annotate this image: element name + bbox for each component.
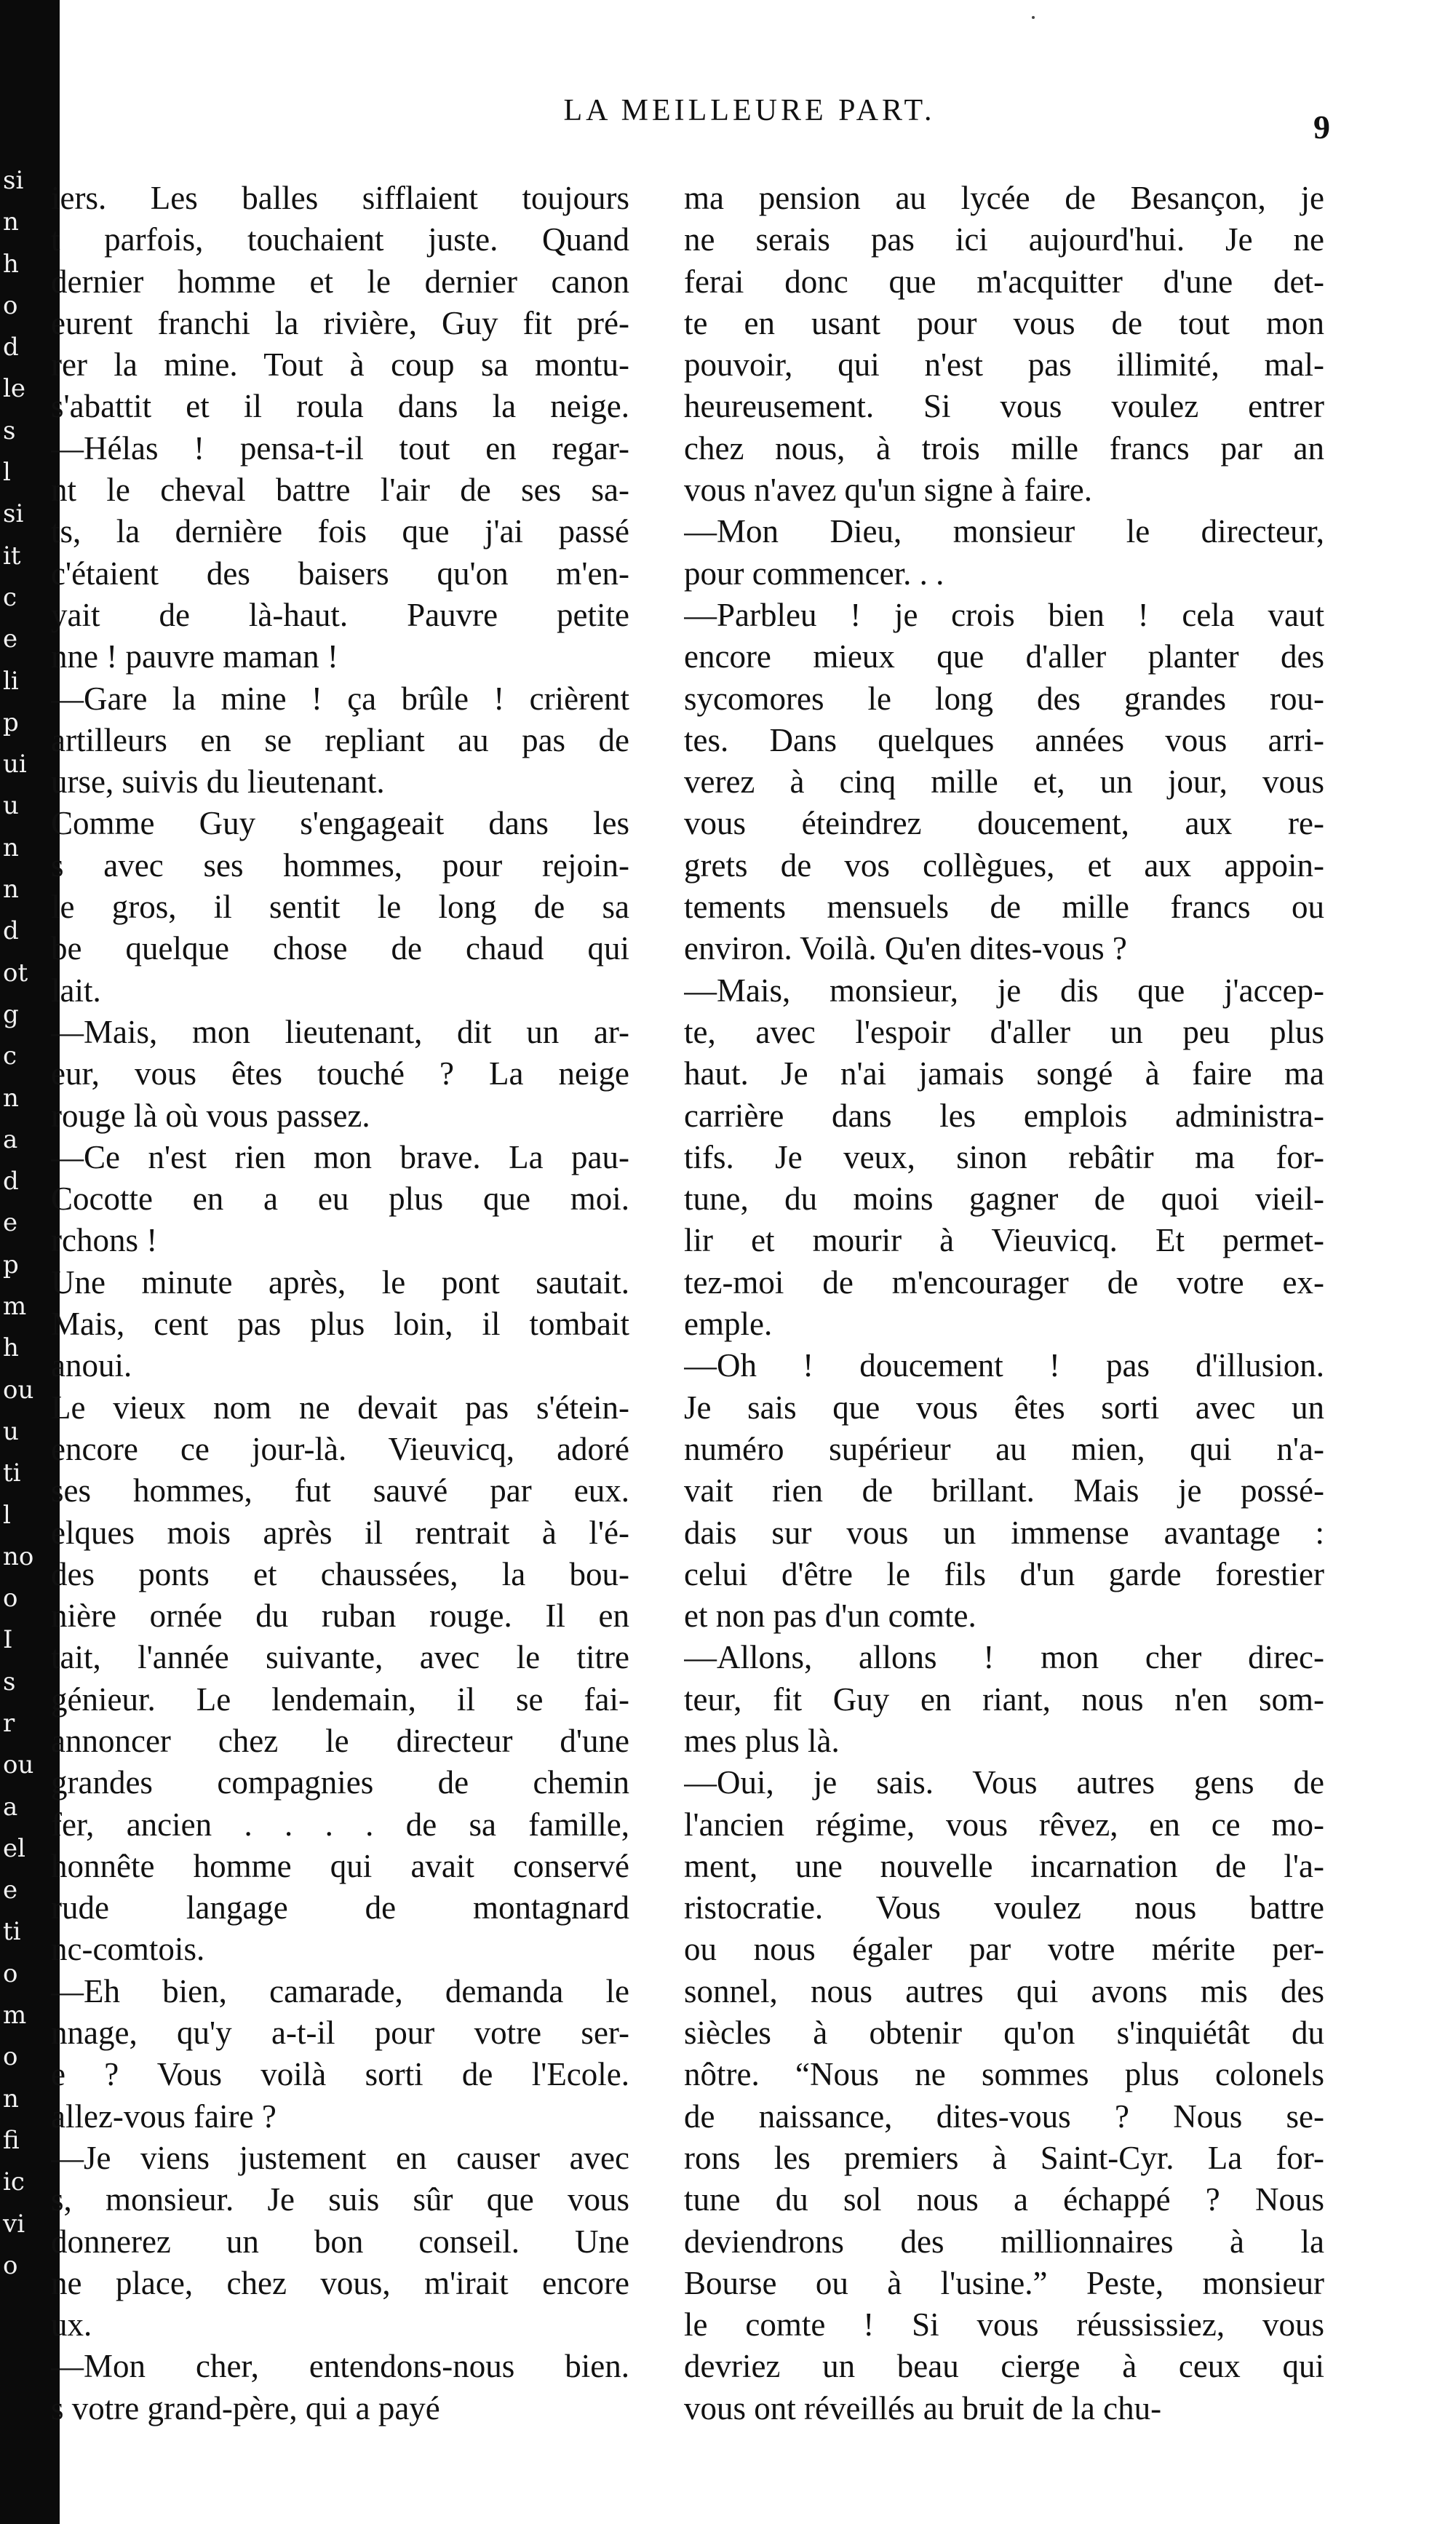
text-line: ne serais pas ici aujourd'hui. Je ne <box>684 221 1324 258</box>
text-line: —Mais, mon lieutenant, dit un ar- <box>51 1013 629 1050</box>
text-line: vous n'avez qu'un signe à faire. <box>684 472 1093 509</box>
text-line: dais sur vous un immense avantage : <box>684 1514 1324 1551</box>
binding-edge-fragments <box>0 160 44 2287</box>
edge-fragment: p <box>3 1250 19 1279</box>
edge-fragment: ui <box>3 750 27 779</box>
edge-fragment: c <box>3 1041 17 1071</box>
text-line: vous ont réveillés au bruit de la chu- <box>684 2389 1162 2426</box>
edge-fragment: e <box>3 1876 18 1905</box>
edge-fragment: si <box>3 166 24 195</box>
edge-fragment: u <box>3 1416 19 1446</box>
text-line: emple. <box>684 1306 773 1343</box>
edge-fragment: o <box>3 2250 18 2280</box>
edge-fragment: d <box>3 333 19 362</box>
text-line: mes plus là. <box>684 1722 840 1759</box>
text-line: tune du sol nous a échappé ? Nous <box>684 2181 1324 2218</box>
text-line: devriez un beau cierge à ceux qui <box>684 2348 1324 2385</box>
text-line: —Hélas ! pensa-t-il tout en regar- <box>51 429 629 467</box>
text-line: ma pension au lycée de Besançon, je <box>684 180 1324 216</box>
text-line: —Parbleu ! je crois bien ! cela vaut <box>684 596 1324 633</box>
right-text-column <box>684 178 1324 2429</box>
edge-fragment: n <box>3 833 19 862</box>
text-line: artilleurs en se repliant au pas de <box>51 721 629 758</box>
edge-fragment: o <box>3 1584 18 1614</box>
text-line: —Gare la mine ! ça brûle ! crièrent <box>51 680 629 717</box>
edge-fragment: ou <box>3 1375 34 1405</box>
text-line: te, avec l'espoir d'aller un peu plus <box>684 1013 1324 1050</box>
text-line: numéro supérieur au mien, qui n'a- <box>684 1430 1324 1467</box>
text-line: be quelque chose de chaud qui <box>51 930 629 967</box>
edge-fragment: h <box>3 249 19 279</box>
text-line: nnage, qu'y a-t-il pour votre ser- <box>51 2015 629 2052</box>
text-line: Une minute après, le pont sautait. <box>51 1263 629 1301</box>
text-line: Le vieux nom ne devait pas s'étein- <box>51 1389 629 1426</box>
text-line: ts, la dernière fois que j'ai passé <box>51 513 629 550</box>
text-line: t parfois, touchaient juste. Quand <box>51 221 629 258</box>
text-line: le comte ! Si vous réussissiez, vous <box>684 2306 1324 2344</box>
edge-fragment: a <box>3 1124 18 1154</box>
text-line: Mais, cent pas plus loin, il tombait <box>51 1306 629 1343</box>
text-line: s votre grand-père, qui a payé <box>51 2389 440 2426</box>
text-line: de naissance, dites-vous ? Nous se- <box>684 2098 1324 2135</box>
text-line: eurent franchi la rivière, Guy fit pré- <box>51 304 629 341</box>
text-line: heureusement. Si vous voulez entrer <box>684 388 1324 425</box>
text-line: Bourse ou à l'usine.” Peste, monsieur <box>684 2264 1324 2301</box>
page-number: 9 <box>1313 108 1330 146</box>
edge-fragment: o <box>3 2042 18 2072</box>
edge-fragment: vi <box>3 2209 25 2239</box>
text-line: s'abattit et il roula dans la neige. <box>51 388 629 425</box>
text-line: Cocotte en a eu plus que moi. <box>51 1180 629 1218</box>
running-title: LA MEILLEURE PART. <box>563 94 936 127</box>
text-line: l'ancien régime, vous rêvez, en ce mo- <box>684 1806 1324 1843</box>
text-line: te en usant pour vous de tout mon <box>684 304 1324 341</box>
edge-fragment: a <box>3 1792 18 1822</box>
text-line: tune, du moins gagner de quoi vieil- <box>684 1180 1324 1218</box>
edge-fragment: o <box>3 1959 18 1988</box>
text-line: —Eh bien, camarade, demanda le <box>51 1972 629 2009</box>
edge-fragment: ou <box>3 1750 34 1780</box>
edge-fragment: h <box>3 1333 19 1363</box>
text-line: ux. <box>51 2306 92 2344</box>
text-line: e ? Vous voilà sorti de l'Ecole. <box>51 2056 629 2093</box>
text-line: annoncer chez le directeur d'une <box>51 1722 629 1759</box>
left-text-column <box>51 178 629 2429</box>
text-line: ne place, chez vous, m'irait encore <box>51 2264 629 2301</box>
text-line: lir et mourir à Vieuvicq. Et permet- <box>684 1222 1324 1259</box>
text-line: nne ! pauvre maman ! <box>51 638 338 675</box>
edge-fragment: ot <box>3 958 28 988</box>
edge-fragment: e <box>3 624 18 654</box>
edge-fragment: e <box>3 1208 18 1238</box>
text-line: nt le cheval battre l'air de ses sa- <box>51 472 629 509</box>
text-line: —Ce n'est rien mon brave. La pau- <box>51 1138 629 1175</box>
text-line: nc-comtois. <box>51 1931 205 1968</box>
text-line: le gros, il sentit le long de sa <box>51 889 629 926</box>
edge-fragment: m <box>3 2001 27 2031</box>
text-line: chez nous, à trois mille francs par an <box>684 429 1324 467</box>
edge-fragment: r <box>3 1708 15 1738</box>
text-line: grandes compagnies de chemin <box>51 1764 629 1801</box>
text-line: —Mais, monsieur, je dis que j'accep- <box>684 972 1324 1009</box>
edge-fragment: si <box>3 499 24 529</box>
text-line: allez-vous faire ? <box>51 2098 277 2135</box>
edge-fragment: le <box>3 374 25 404</box>
edge-fragment: p <box>3 707 19 737</box>
text-line: —Oh ! doucement ! pas d'illusion. <box>684 1347 1324 1384</box>
text-line: ses hommes, fut sauvé par eux. <box>51 1472 629 1509</box>
text-line: nière ornée du ruban rouge. Il en <box>51 1598 629 1635</box>
edge-fragment: I <box>3 1625 13 1655</box>
edge-fragment: d <box>3 1167 19 1196</box>
edge-fragment: n <box>3 2084 19 2114</box>
text-line: tes. Dans quelques années vous arri- <box>684 721 1324 758</box>
text-line: elques mois après il rentrait à l'é- <box>51 1514 629 1551</box>
edge-fragment: n <box>3 875 19 905</box>
text-line: sycomores le long des grandes rou- <box>684 680 1324 717</box>
text-line: rons les premiers à Saint-Cyr. La for- <box>684 2139 1324 2176</box>
text-line: deviendrons des millionnaires à la <box>684 2223 1324 2260</box>
text-line: s, monsieur. Je suis sûr que vous <box>51 2181 629 2218</box>
edge-fragment: ti <box>3 1917 21 1947</box>
text-line: et non pas d'un comte. <box>684 1598 976 1635</box>
text-line: donnerez un bon conseil. Une <box>51 2223 629 2260</box>
edge-fragment: fi <box>3 2125 20 2155</box>
edge-fragment: u <box>3 791 19 821</box>
text-line: grets de vos collègues, et aux appoin- <box>684 846 1324 884</box>
text-line: pour commencer. . . <box>684 555 944 592</box>
text-line: rouge là où vous passez. <box>51 1097 370 1134</box>
edge-fragment: ti <box>3 1459 21 1488</box>
text-line: —Je viens justement en causer avec <box>51 2139 629 2176</box>
text-line: dernier homme et le dernier canon <box>51 263 629 300</box>
text-line: anoui. <box>51 1347 132 1384</box>
text-line: honnête homme qui avait conservé <box>51 1847 629 1884</box>
text-line: environ. Voilà. Qu'en dites-vous ? <box>684 930 1127 967</box>
text-line: iers. Les balles sifflaient toujours <box>51 180 629 216</box>
text-line: rude langage de montagnard <box>51 1889 629 1926</box>
text-line: vous éteindrez doucement, aux re- <box>684 805 1324 842</box>
text-line: rchons ! <box>51 1222 158 1259</box>
text-line: —Allons, allons ! mon cher direc- <box>684 1639 1324 1676</box>
text-line: siècles à obtenir qu'on s'inquiétât du <box>684 2015 1324 2052</box>
text-line: des ponts et chaussées, la bou- <box>51 1555 629 1592</box>
text-line: Je sais que vous êtes sorti avec un <box>684 1389 1324 1426</box>
text-line: teur, fit Guy en riant, nous n'en som- <box>684 1680 1324 1718</box>
text-line: ristocratie. Vous voulez nous battre <box>684 1889 1324 1926</box>
text-line: tements mensuels de mille francs ou <box>684 889 1324 926</box>
edge-fragment: l <box>3 458 11 488</box>
edge-fragment: o <box>3 290 18 320</box>
text-line: c'étaient des baisers qu'on m'en- <box>51 555 629 592</box>
text-line: haut. Je n'ai jamais songé à faire ma <box>684 1055 1324 1092</box>
text-line: —Mon Dieu, monsieur le directeur, <box>684 513 1324 550</box>
edge-fragment: it <box>3 541 21 571</box>
edge-fragment: s <box>3 416 16 445</box>
text-line: encore mieux que d'aller planter des <box>684 638 1324 675</box>
text-line: ferai donc que m'acquitter d'une det- <box>684 263 1324 300</box>
text-line: fer, ancien . . . . de sa famille, <box>51 1806 629 1843</box>
text-line: lait. <box>51 972 101 1009</box>
text-line: —Oui, je sais. Vous autres gens de <box>684 1764 1324 1801</box>
text-line: ment, une nouvelle incarnation de l'a- <box>684 1847 1324 1884</box>
text-line: tez-moi de m'encourager de votre ex- <box>684 1263 1324 1301</box>
text-line: carrière dans les emplois administra- <box>684 1097 1324 1134</box>
text-line: verez à cinq mille et, un jour, vous <box>684 763 1324 801</box>
edge-fragment: ic <box>3 2167 25 2197</box>
text-line: rer la mine. Tout à coup sa montu- <box>51 346 629 384</box>
text-line: sonnel, nous autres qui avons mis des <box>684 1972 1324 2009</box>
edge-fragment: g <box>3 999 19 1029</box>
text-line: celui d'être le fils d'un garde forestier <box>684 1555 1324 1592</box>
text-line: —Mon cher, entendons-nous bien. <box>51 2348 629 2385</box>
edge-fragment: s <box>3 1667 16 1696</box>
text-line: yait de là-haut. Pauvre petite <box>51 596 629 633</box>
edge-fragment: d <box>3 916 19 946</box>
edge-fragment: n <box>3 207 19 237</box>
edge-fragment: c <box>3 582 17 612</box>
text-line: s avec ses hommes, pour rejoin- <box>51 846 629 884</box>
text-line: pouvoir, qui n'est pas illimité, mal- <box>684 346 1324 384</box>
text-line: vait rien de brillant. Mais je possé- <box>684 1472 1324 1509</box>
edge-fragment: no <box>3 1541 34 1571</box>
text-line: tait, l'année suivante, avec le titre <box>51 1639 629 1676</box>
text-line: Comme Guy s'engageait dans les <box>51 805 629 842</box>
edge-fragment: n <box>3 1083 19 1113</box>
text-line: génieur. Le lendemain, il se fai- <box>51 1680 629 1718</box>
text-line: eur, vous êtes touché ? La neige <box>51 1055 629 1092</box>
text-line: encore ce jour-là. Vieuvicq, adoré <box>51 1430 629 1467</box>
edge-fragment: m <box>3 1292 27 1322</box>
text-line: ou nous égaler par votre mérite per- <box>684 1931 1324 1968</box>
edge-fragment: el <box>3 1833 25 1863</box>
edge-fragment: l <box>3 1500 11 1530</box>
text-line: tifs. Je veux, sinon rebâtir ma for- <box>684 1138 1324 1175</box>
speck <box>1032 16 1035 19</box>
text-line: nôtre. “Nous ne sommes plus colonels <box>684 2056 1324 2093</box>
text-line: urse, suivis du lieutenant. <box>51 763 385 801</box>
edge-fragment: li <box>3 666 19 696</box>
